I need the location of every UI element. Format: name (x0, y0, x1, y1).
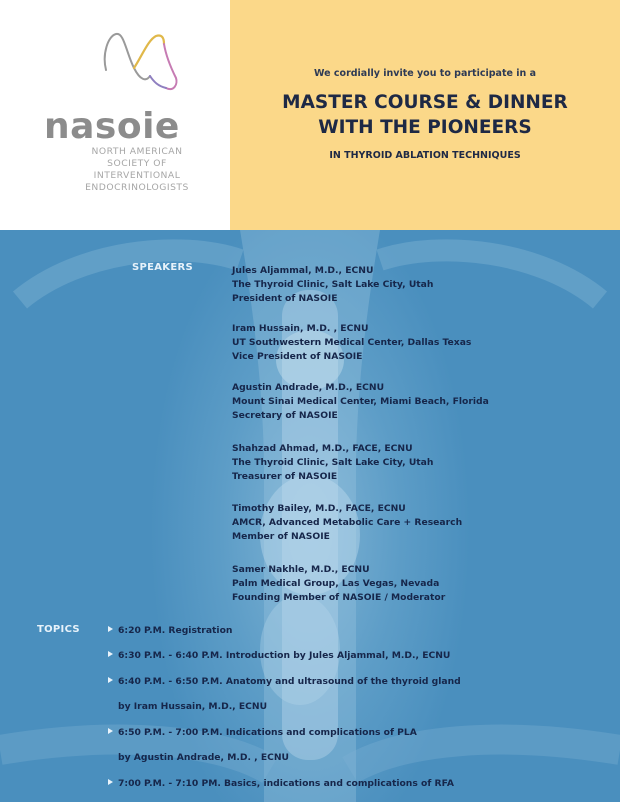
speaker-entry (232, 563, 445, 606)
bullet-arrow-icon (108, 651, 113, 657)
topics-heading: TOPICS (37, 624, 80, 635)
topic-continuation: by Iram Hussain, M.D., ECNU (118, 701, 268, 712)
logo-subtitle-line: INTERVENTIONAL (93, 170, 181, 181)
topic-item (108, 625, 232, 636)
logo-subtitle-line: NORTH AMERICAN (91, 146, 183, 157)
topic-continuation: by Agustin Andrade, M.D. , ECNU (118, 752, 290, 763)
event-title (230, 90, 620, 140)
speaker-role: Member of NASOIE (232, 531, 330, 543)
topic-text: 6:40 P.M. - 6:50 P.M. Anatomy and ultrasound of the thyroid gland (118, 676, 461, 687)
speaker-affiliation: Mount Sinai Medical Center, Miami Beach, Florida (232, 396, 489, 408)
topic-text: 6:30 P.M. - 6:40 P.M. Introduction by Jules Aljammal, M.D., ECNU (118, 650, 451, 661)
bullet-arrow-icon (108, 779, 113, 785)
event-title-line-1: MASTER COURSE & DINNER (282, 92, 568, 113)
speaker-entry (232, 442, 433, 485)
header-section (0, 0, 620, 230)
logo-subtitle-line: SOCIETY OF (107, 158, 167, 169)
speaker-affiliation: The Thyroid Clinic, Salt Lake City, Utah (232, 457, 434, 469)
bullet-arrow-icon (108, 677, 113, 683)
speaker-role: Treasurer of NASOIE (232, 471, 338, 483)
topic-item (108, 778, 454, 789)
topic-text: 6:50 P.M. - 7:00 P.M. Indications and complications of PLA (118, 727, 417, 738)
logo-panel (0, 0, 230, 230)
speaker-entry (232, 264, 433, 307)
topic-item (108, 676, 461, 687)
event-subtitle: IN THYROID ABLATION TECHNIQUES (329, 150, 521, 161)
invitation-intro: We cordially invite you to participate in a (314, 68, 536, 79)
speaker-entry (232, 322, 471, 365)
speaker-affiliation: Palm Medical Group, Las Vegas, Nevada (232, 578, 440, 590)
speaker-entry (232, 381, 489, 424)
speaker-role: Vice President of NASOIE (232, 351, 363, 363)
speaker-role: Secretary of NASOIE (232, 410, 338, 422)
bullet-arrow-icon (108, 728, 113, 734)
bullet-arrow-icon (108, 626, 113, 632)
speaker-name: Timothy Bailey, M.D., FACE, ECNU (232, 503, 406, 514)
speaker-affiliation: UT Southwestern Medical Center, Dallas Texas (232, 337, 472, 349)
thyroid-logo-icon (100, 26, 190, 106)
topic-item (108, 650, 450, 661)
speaker-role: President of NASOIE (232, 293, 338, 305)
speaker-entry (232, 502, 462, 545)
logo-subtitle (62, 146, 212, 194)
topic-item (108, 727, 417, 738)
event-title-line-2: WITH THE PIONEERS (318, 117, 532, 138)
speaker-name: Iram Hussain, M.D. , ECNU (232, 323, 369, 334)
speaker-name: Agustin Andrade, M.D., ECNU (232, 382, 385, 393)
logo-wordmark: nasoie (44, 106, 180, 147)
speaker-affiliation: AMCR, Advanced Metabolic Care + Research (232, 517, 463, 529)
speakers-heading: SPEAKERS (132, 262, 193, 273)
speaker-name: Jules Aljammal, M.D., ECNU (232, 265, 374, 276)
speaker-affiliation: The Thyroid Clinic, Salt Lake City, Utah (232, 279, 434, 291)
speaker-name: Shahzad Ahmad, M.D., FACE, ECNU (232, 443, 413, 454)
topic-text: 6:20 P.M. Registration (118, 625, 233, 636)
speaker-role: Founding Member of NASOIE / Moderator (232, 592, 446, 604)
logo-subtitle-line: ENDOCRINOLOGISTS (85, 182, 189, 193)
program-section (0, 230, 620, 802)
topic-text: 7:00 P.M. - 7:10 PM. Basics, indications and complications of RFA (118, 778, 454, 789)
speaker-name: Samer Nakhle, M.D., ECNU (232, 564, 370, 575)
